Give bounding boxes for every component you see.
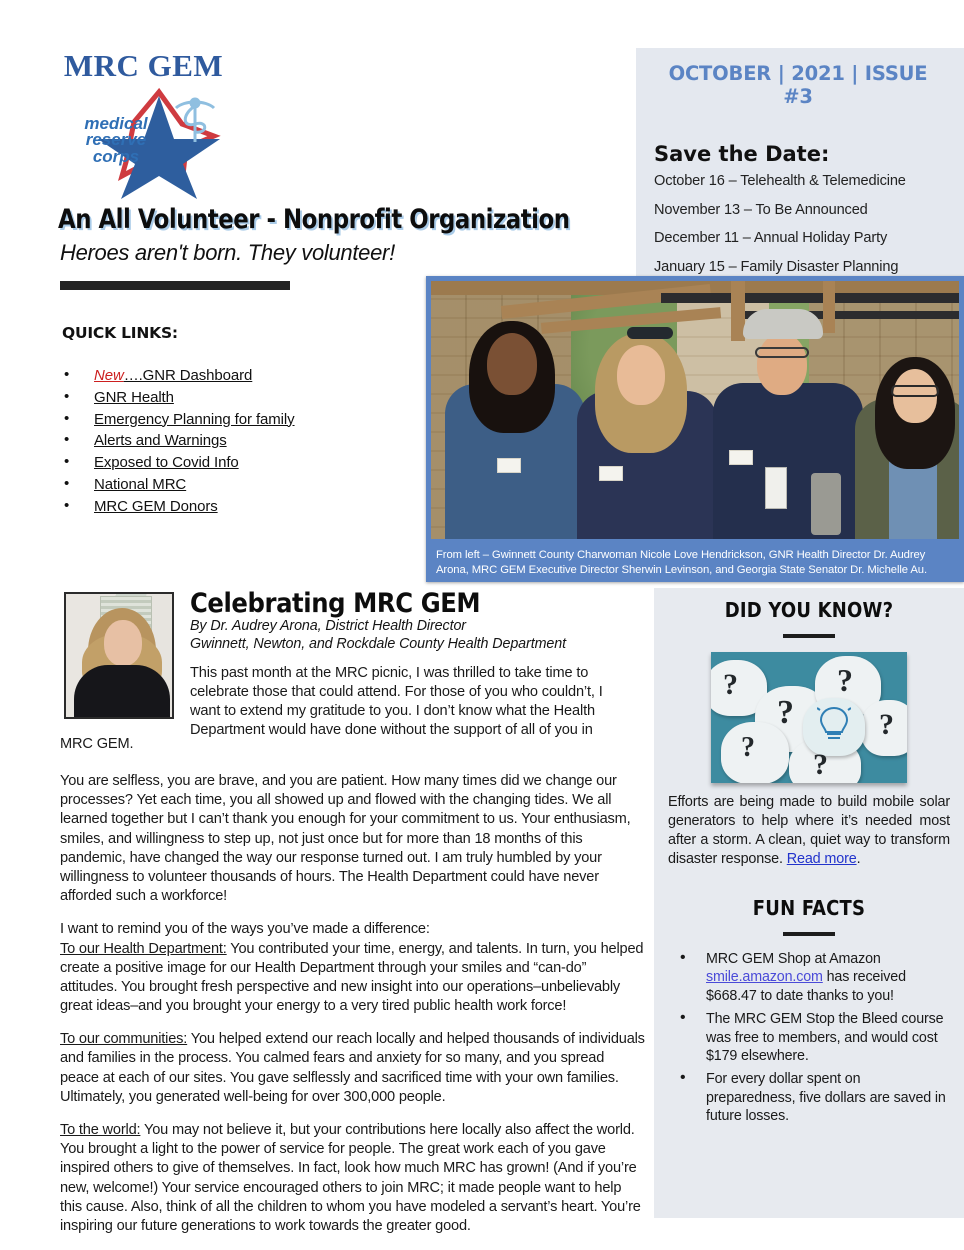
article-title: Celebrating MRC GEM (190, 588, 481, 619)
para-label-world: To the world: (60, 1122, 141, 1138)
list-item[interactable] (62, 477, 392, 492)
logo-subtext (66, 116, 166, 165)
list-item[interactable] (62, 412, 392, 427)
sidebar-panel (654, 588, 964, 1218)
masthead-subtagline: Heroes aren't born. They volunteer! (60, 240, 395, 265)
event-item: October 16 – Telehealth & Telemedicine (654, 173, 906, 189)
quick-link-label[interactable]: GNR Health (94, 388, 174, 406)
para-text: You contributed your time, energy, and talents. In turn, you helped create a positive image for our Health Department through your smiles and “can-do” attitudes. You brought fresh perspective and new insight into our operations–unbelievably great ideas–and you brought your energy to a very tired public health work force! (60, 940, 644, 1015)
article-lead-paragraph: This past month at the MRC picnic, I was thrilled to take time to celebrate those that could attend. For those of you who couldn’t, I want to extend my gratitude to you. I don’t know what the Health Department would have done without the support of all of you in (190, 665, 603, 739)
logo-sub-corps: corps (92, 146, 140, 166)
byline-line-2: Gwinnett, Newton, and Rockdale County Health Department (190, 636, 566, 653)
quick-link-label[interactable]: Alerts and Warnings (94, 432, 227, 450)
heading-divider (783, 932, 835, 936)
list-item (672, 1010, 950, 1066)
read-more-link[interactable]: Read more (786, 851, 857, 868)
author-portrait (64, 592, 174, 719)
para-text: You helped extend our reach locally and helped thousands of individuals and families in the process. You calmed fears and anxiety for so many, and you spread peace at each of our sites. You gave selflessly and sacrificed time with your own families. Ultimately, you generated well-being for over 300,000 people. (60, 1031, 645, 1105)
group-photo (431, 281, 959, 539)
logo-sub-reserve: reserve (85, 130, 147, 150)
article-paragraph: You are selfless, you are brave, and you are patient. How many times did we change our processes? Yet each time, you all showed up and flowed with the changing tides. We all learned together but I can’t thank you enough for your commitment to us. Your enthusiasm, smiles, and willingness to step up, not just once but for more than 18 months of this pandemic, have changed the way our response turned out. I am truly humbled by your willingness to volunteer thousands of hours. The Health Department could have never afforded such a workforce! (60, 773, 631, 905)
article-paragraph (60, 1121, 645, 1236)
heading-divider (783, 634, 835, 638)
mrc-gem-logo (56, 48, 286, 198)
hero-photo-frame (426, 276, 964, 582)
issue-line: OCTOBER | 2021 | ISSUE #3 (668, 62, 928, 108)
quick-link-new-badge: New (94, 367, 124, 384)
event-item: November 13 – To Be Announced (654, 201, 868, 218)
quick-links-title: QUICK LINKS: (62, 324, 178, 342)
quick-link-label[interactable]: National MRC (94, 475, 187, 493)
logo-sub-medical: medical (84, 114, 148, 133)
dyk-period: . (856, 851, 861, 868)
logo-wordmark: MRC GEM (63, 48, 224, 83)
fact-text-after: has received $668.47 to date thanks to you! (706, 969, 906, 1005)
masthead-divider (60, 281, 290, 290)
fact-text: The MRC GEM Stop the Bleed course was free to members, and would cost $179 elsewhere. (706, 1010, 944, 1065)
list-item[interactable] (62, 390, 392, 405)
amazon-smile-link[interactable]: smile.amazon.com (706, 969, 823, 986)
list-item[interactable] (62, 433, 392, 448)
quick-link-label[interactable]: Emergency Planning for family (94, 410, 295, 428)
article-byline (190, 617, 610, 654)
list-item[interactable] (62, 499, 392, 514)
fact-text: For every dollar spent on preparedness, five dollars are saved in future losses. (706, 1070, 946, 1125)
list-item (672, 950, 950, 1006)
event-item: December 11 – Annual Holiday Party (654, 230, 888, 247)
fact-text-before: MRC GEM Shop at Amazon (706, 950, 881, 967)
article-paragraph-intro: I want to remind you of the ways you’ve made a difference: (60, 921, 430, 938)
quick-links-list (62, 368, 392, 521)
did-you-know-heading: DID YOU KNOW? (724, 598, 894, 622)
byline-line-1: By Dr. Audrey Arona, District Health Director (190, 618, 466, 634)
fun-facts-heading: FUN FACTS (752, 895, 866, 920)
list-item (672, 1070, 950, 1126)
para-label-health-department: To our Health Department: (60, 940, 227, 957)
article-lead-tail: MRC GEM. (60, 736, 134, 752)
question-marks-image: ? ? ? ? ? ? (711, 652, 907, 783)
quick-link-label[interactable]: MRC GEM Donors (94, 497, 218, 515)
quick-link-label[interactable]: ….GNR Dashboard (123, 367, 253, 384)
hero-photo-caption: From left – Gwinnett County Charwoman Nicole Love Hendrickson, GNR Health Director Dr. Audrey Arona, MRC GEM Executive Director Sherwin Levinson, and Georgia State Senator Dr. Michelle Au. (426, 543, 964, 583)
para-label-communities: To our communities: (60, 1031, 188, 1048)
dyk-body: Efforts are being made to build mobile solar generators to help where it’s needed most after a storm. A clean, quiet way to transform disaster response. (668, 794, 950, 868)
quick-link-label[interactable]: Exposed to Covid Info (94, 454, 239, 472)
fun-facts-list (668, 950, 950, 1126)
event-item: January 15 – Family Disaster Planning (654, 258, 899, 275)
article-paragraph (60, 1030, 645, 1107)
article-paragraph (60, 940, 645, 1017)
lightbulb-icon (817, 704, 851, 744)
list-item[interactable] (62, 368, 392, 383)
save-the-date-title: Save the Date: (654, 142, 830, 166)
list-item[interactable] (62, 455, 392, 470)
save-the-date-panel (636, 48, 964, 276)
masthead-tagline: An All Volunteer - Nonprofit Organization (58, 204, 570, 235)
did-you-know-text (668, 793, 950, 870)
article-body (60, 772, 645, 1250)
para-text: You may not believe it, but your contributions here locally also affect the world. You brought a light to the power of service for people. The great work each of you gave inspired others to give of themselves. In fact, look how much MRC has grown! (And if you’re new, welcome!) Your service encouraged others to join MRC; it made people want to help this cause. Also, think of all the children to whom you have modeled a servant’s heart. You’re inspiring our future generations to work towards the greater good. (60, 1122, 641, 1234)
